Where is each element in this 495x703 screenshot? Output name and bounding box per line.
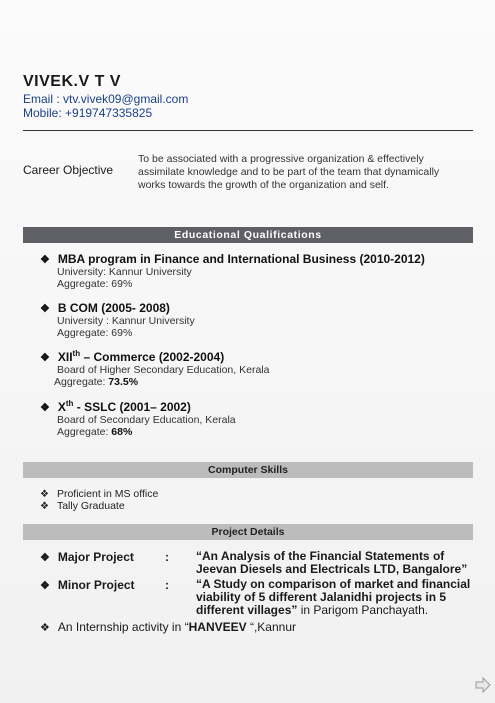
diamond-bullet-icon: ❖ (40, 622, 50, 634)
aggregate-label: Aggregate: (57, 426, 112, 438)
education-title-post: - SSLC (2001– 2002) (73, 400, 191, 414)
internship-company: HANVEEV (188, 620, 247, 634)
diamond-bullet-icon: ❖ (40, 489, 49, 500)
education-aggregate: Aggregate: 69% (57, 278, 133, 290)
arrow-right-icon[interactable] (474, 676, 492, 694)
aggregate-value: 73.5% (108, 376, 139, 388)
header-divider (23, 130, 473, 131)
project-details-heading: Project Details (23, 524, 473, 540)
skill-item (40, 488, 158, 500)
major-project-colon: : (165, 550, 169, 564)
education-item-mba (40, 252, 480, 290)
education-item-xii (40, 349, 480, 388)
major-project-text: “An Analysis of the Financial Statements of Jeevan Diesels and Electricals LTD, Bangalore” (196, 549, 468, 576)
computer-skills-heading: Computer Skills (23, 462, 473, 478)
diamond-bullet-icon: ❖ (40, 254, 50, 266)
internship-pre: An Internship activity in “ (57, 620, 189, 634)
diamond-bullet-icon: ❖ (40, 552, 50, 564)
education-title-sup: th (72, 349, 81, 358)
education-title-sup: th (65, 399, 74, 408)
education-heading: Educational Qualifications (23, 227, 473, 243)
education-title-pre: X (57, 400, 66, 414)
email-line: Email : vtv.vivek09@gmail.com (23, 92, 189, 106)
objective-label: Career Objective (23, 163, 114, 177)
internship-item (40, 620, 296, 634)
diamond-bullet-icon: ❖ (40, 352, 50, 364)
minor-project-title: Minor Project (57, 578, 135, 592)
minor-project-text (196, 578, 476, 617)
minor-project-location: in Parigom Panchayath. (297, 603, 429, 617)
education-university: University : Kannur University (57, 315, 195, 327)
diamond-bullet-icon: ❖ (40, 303, 50, 315)
diamond-bullet-icon: ❖ (40, 501, 49, 512)
skill-label: Proficient in MS office (56, 488, 159, 500)
education-university: University: Kannur University (57, 266, 192, 278)
candidate-name: VIVEK.V T V (23, 73, 121, 90)
minor-project-colon: : (165, 578, 169, 592)
mobile-line: Mobile: +919747335825 (23, 106, 153, 120)
skill-item (40, 500, 125, 512)
education-aggregate (54, 376, 480, 388)
education-item-x (40, 399, 480, 438)
diamond-bullet-icon: ❖ (40, 580, 50, 592)
aggregate-label: Aggregate: (54, 376, 109, 388)
minor-project-title-text: “A Study on comparison of market and financial viability of 5 different Jalanidhi projects in 5 different villages” (196, 577, 471, 617)
education-title: MBA program in Finance and International Business (2010-2012) (57, 252, 425, 266)
education-board: Board of Secondary Education, Kerala (57, 414, 236, 426)
diamond-bullet-icon: ❖ (40, 402, 50, 414)
education-title: B COM (2005- 2008) (57, 301, 170, 315)
major-project-title: Major Project (57, 550, 134, 564)
major-project-label (40, 550, 134, 564)
education-item-bcom (40, 301, 480, 339)
minor-project-label (40, 578, 135, 592)
education-board: Board of Higher Secondary Education, Kerala (57, 364, 270, 376)
objective-text: To be associated with a progressive organization & effectively assimilate knowledge and to be part of the team that dynamically works towards the growth of the organization and self. (138, 153, 440, 191)
aggregate-value: 68% (111, 426, 133, 438)
skill-label: Tally Graduate (56, 500, 125, 512)
education-title-post: – Commerce (2002-2004) (80, 350, 225, 364)
education-aggregate: Aggregate: 69% (57, 327, 133, 339)
education-aggregate (57, 426, 480, 438)
internship-post: “,Kannur (246, 620, 296, 634)
education-title-pre: XII (57, 350, 73, 364)
